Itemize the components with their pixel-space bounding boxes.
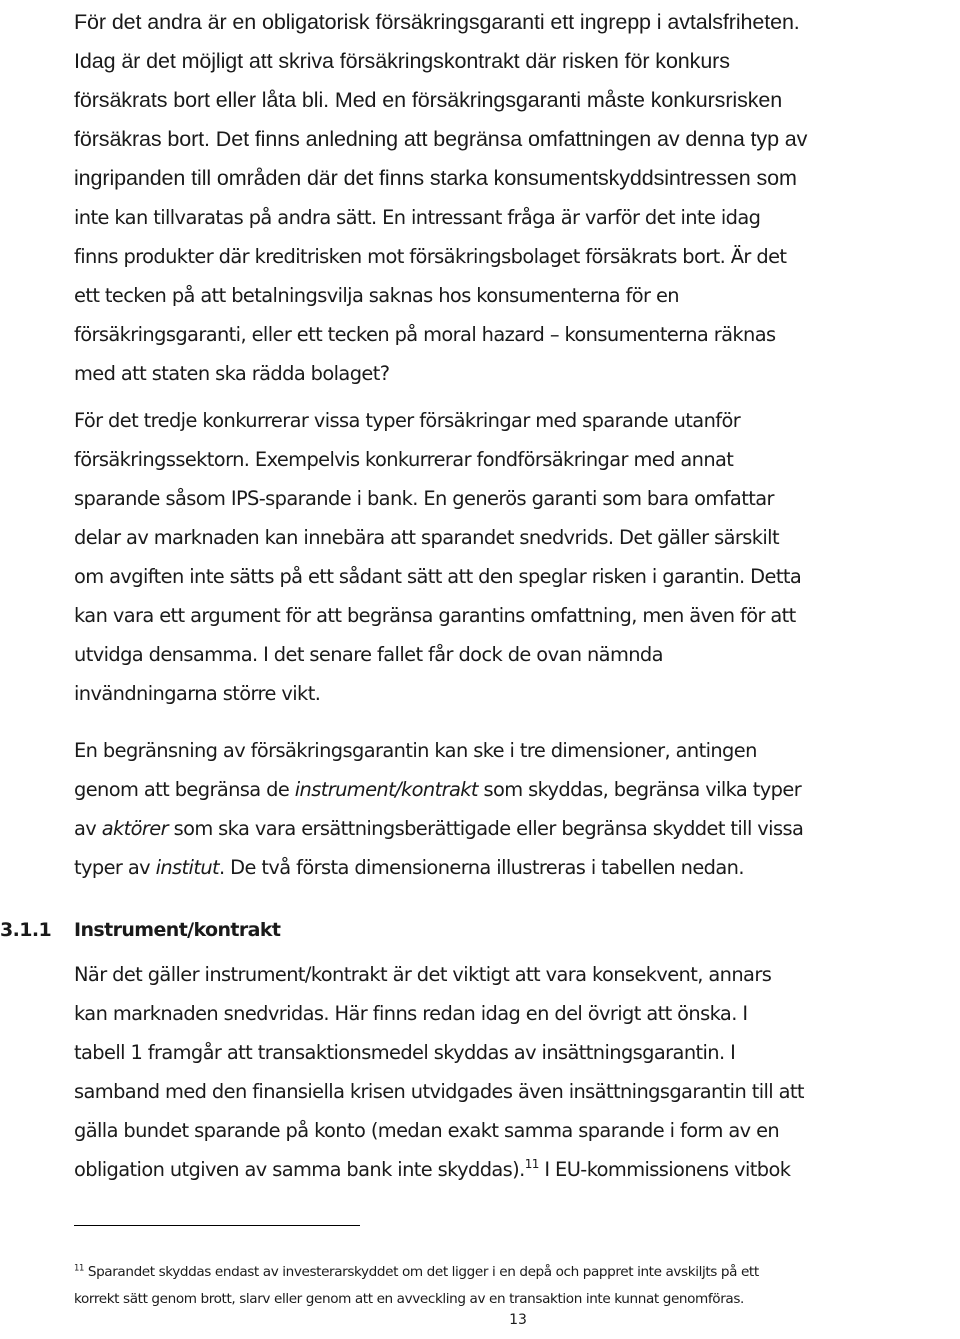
text-line: inte kan tillvaratas på andra sätt. En intressant fråga är varför det inte idag: [74, 206, 761, 229]
footnote-reference[interactable]: 11: [524, 1157, 539, 1172]
text-run: typer av: [74, 856, 156, 879]
text-line: [74, 809, 960, 848]
footnote-text: Sparandet skyddas endast av investerarskyddet om det ligger i en depå och pappret inte avskiljts på ett: [83, 1264, 759, 1280]
text-line: försäkrats bort eller låta bli. Med en försäkringsgaranti måste konkursrisken: [74, 88, 783, 112]
text-line: När det gäller instrument/kontrakt är det viktigt att vara konsekvent, annars: [74, 963, 772, 986]
paragraph-dimensions: [74, 731, 960, 887]
text-line: Idag är det möjligt att skriva försäkringskontrakt där risken för konkurs: [74, 49, 730, 73]
text-line: samband med den finansiella krisen utvidgades även insättningsgarantin till att: [74, 1080, 804, 1103]
text-line: [74, 1150, 960, 1189]
text-line: tabell 1 framgår att transaktionsmedel skyddas av insättningsgarantin. I: [74, 1041, 736, 1064]
text-line: försäkringsgaranti, eller ett tecken på moral hazard – konsumenterna räknas: [74, 323, 776, 346]
italic-term-institute: institut: [155, 856, 220, 879]
text-line: om avgiften inte sätts på ett sådant sätt att den speglar risken i garantin. Detta: [74, 565, 802, 588]
text-line: invändningarna större vikt.: [74, 682, 321, 705]
italic-term-actors: aktörer: [101, 817, 168, 840]
text-line: kan vara ett argument för att begränsa garantins omfattning, men även för att: [74, 604, 796, 627]
text-run: som skyddas, begränsa vilka typer: [477, 778, 802, 801]
paragraph-obligatory-guarantee-continued: [74, 198, 960, 393]
page-number: 13: [509, 1312, 527, 1328]
text-line: utvidga densamma. I det senare fallet får dock de ovan nämnda: [74, 643, 663, 666]
text-line: försäkringssektorn. Exempelvis konkurrerar fondförsäkringar med annat: [74, 448, 734, 471]
paragraph-competition: [74, 401, 960, 713]
text-line: För det tredje konkurrerar vissa typer försäkringar med sparande utanför: [74, 409, 741, 432]
text-run: . De två första dimensionerna illustreras i tabellen nedan.: [219, 856, 744, 879]
text-run: av: [74, 817, 102, 840]
text-line: delar av marknaden kan innebära att sparandet snedvrids. Det gäller särskilt: [74, 526, 779, 549]
italic-term-instrument: instrument/kontrakt: [294, 778, 478, 801]
text-line: gälla bundet sparande på konto (medan exakt samma sparande i form av en: [74, 1119, 780, 1142]
text-run: I EU-kommissionens vitbok: [538, 1158, 791, 1181]
text-line: sparande såsom IPS-sparande i bank. En generös garanti som bara omfattar: [74, 487, 774, 510]
text-run: genom att begränsa de: [74, 778, 295, 801]
paragraph-instrument-contract: [74, 955, 960, 1189]
footnote-marker: 11: [74, 1262, 84, 1273]
text-line: kan marknaden snedvridas. Här finns redan idag en del övrigt att önska. I: [74, 1002, 748, 1025]
text-line: med att staten ska rädda bolaget?: [74, 362, 390, 385]
text-line: För det andra är en obligatorisk försäkringsgaranti ett ingrepp i avtalsfriheten.: [74, 10, 800, 34]
text-run: som ska vara ersättningsberättigade eller begränsa skyddet till vissa: [168, 817, 804, 840]
section-title: Instrument/kontrakt: [74, 919, 281, 941]
text-line: [74, 770, 960, 809]
text-line: ingripanden till områden där det finns starka konsumentskyddsintressen som: [74, 166, 797, 190]
text-line: försäkras bort. Det finns anledning att begränsa omfattningen av denna typ av: [74, 127, 808, 151]
text-line: [74, 848, 960, 887]
footnote-separator: [74, 1225, 360, 1226]
paragraph-obligatory-guarantee: [74, 3, 960, 198]
text-line: En begränsning av försäkringsgarantin kan ske i tre dimensioner, antingen: [74, 739, 757, 762]
footnote-text: korrekt sätt genom brott, slarv eller genom att en avveckling av en transaktion inte kunnat genomföras.: [74, 1291, 744, 1307]
text-line: ett tecken på att betalningsvilja saknas hos konsumenterna för en: [74, 284, 679, 307]
footnote-line: [74, 1286, 960, 1312]
footnote-line: [74, 1259, 960, 1285]
section-heading: [0, 912, 280, 948]
section-number: 3.1.1: [0, 919, 52, 941]
text-run: obligation utgiven av samma bank inte skyddas).: [74, 1158, 525, 1181]
text-line: finns produkter där kreditrisken mot försäkringsbolaget försäkrats bort. Är det: [74, 245, 787, 268]
